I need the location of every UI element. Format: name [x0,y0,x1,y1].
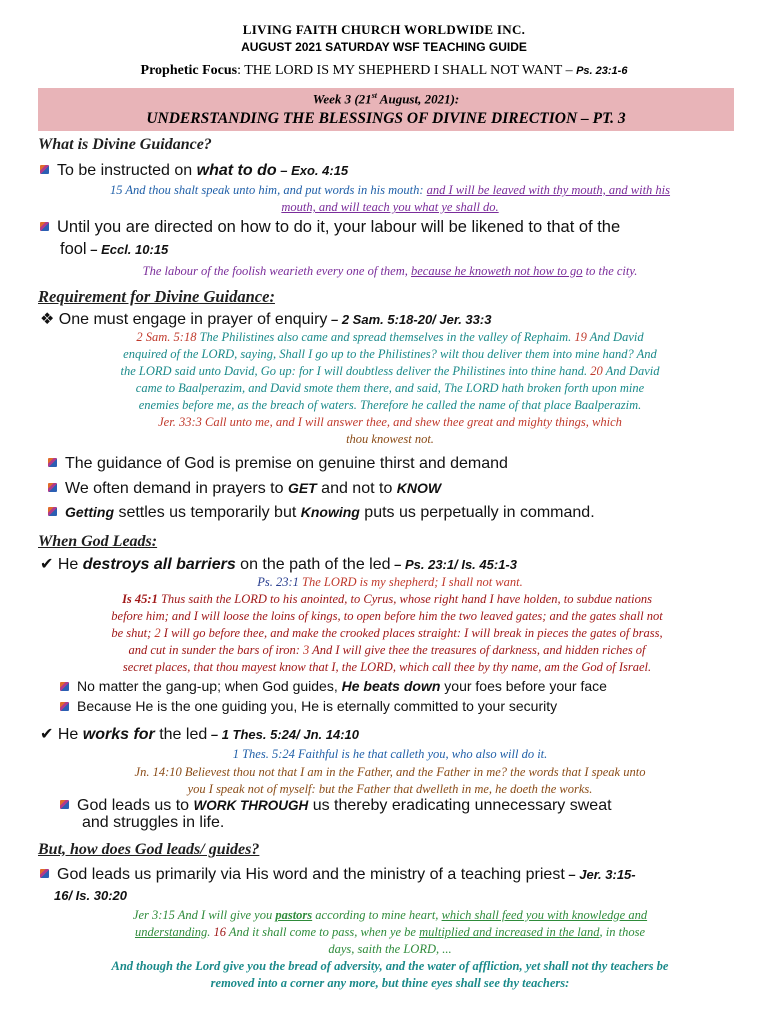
check-destroys-barriers: ✔ He destroys all barriers on the path of the led – Ps. 23:1/ Is. 45:1-3 [40,556,517,573]
week-banner [38,88,734,131]
check-works-for: ✔ He works for the led – 1 Thes. 5:24/ Jn. 14:10 [40,726,359,743]
focus-label: Prophetic Focus [140,63,238,78]
verse-2-sam-5-18: 2 Sam. 5:18 The Philistines also came and spread themselves in the valley of Rephaim. 19 And David enquired of the LORD, saying, Shall I go up to the Philistines? wilt thou deliver them into mine hand? And the LORD said unto David, Go up: for I will doubtless deliver the Philistines into thine hand. 20 And David came to Baalperazim, and David smote them there, and said, The LORD hath broken forth upon mine enemies before me, as the breach of waters. Therefore he called the name of that place Baalperazim. Jer. 33:3 Call unto me, and I will answer thee, and shew thee great and mighty things, which thou knowest not. [120,330,660,446]
bullet-prayer-enquiry: ❖ One must engage in prayer of enquiry – 2 Sam. 5:18-20/ Jer. 33:3 [40,311,492,328]
bullet-icon [48,483,57,492]
bullet-icon [60,702,69,711]
bullet-word-ministry: God leads us primarily via His word and the ministry of a teaching priest – Jer. 3:15- 16/ Is. 30:20 [40,864,760,906]
verse-is-45-1: Is 45:1 Thus saith the LORD to his anointed, to Cyrus, whose right hand I have holden, to subdue nations before him; and I will loose the loins of kings, to open before him the two leaved gates; and the gates shall not be shut; 2 I will go before thee, and make the crooked places straight: I will break in pieces the gates of brass, and cut in sunder the bars of iron: 3 And I will give thee the treasures of darkness, and hidden riches of secret places, that thou mayest know that I, the LORD, which call thee by thy name, am the God of Israel. [111,592,663,674]
heading-when-god-leads: When God Leads: [38,533,158,550]
bullet-get-know: We often demand in prayers to GET and not to KNOW [48,480,441,498]
bullet-icon [60,800,69,809]
sub-committed: Because He is the one guiding you, He is eternally committed to your security [60,698,557,714]
org-title: LIVING FAITH CHURCH WORLDWIDE INC. [242,22,526,37]
verse-exo-4-15: 15 And thou shalt speak unto him, and put words in his mouth: and I will be leaved with thy mouth, and with his mouth, and will teach you what ye shall do. [109,183,671,214]
lesson-title: UNDERSTANDING THE BLESSINGS OF DIVINE DIRECTION – PT. 3 [146,110,626,127]
guide-subtitle: AUGUST 2021 SATURDAY WSF TEACHING GUIDE [241,40,527,54]
focus-ref: Ps. 23:1-6 [576,65,628,77]
heading-how-does-god-lead: But, how does God leads/ guides? [38,841,260,858]
heading-what-is-divine-guidance: What is Divine Guidance? [38,136,212,153]
sub-work-through: God leads us to WORK THROUGH us thereby eradicating unnecessary sweat and struggles in life. [60,797,740,831]
bullet-icon [60,682,69,691]
bullet-labour: Until you are directed on how to do it, your labour will be likened to that of the fool – Eccl. 10:15 [40,216,740,261]
bullet-getting-knowing: Getting settles us temporarily but Knowing puts us perpetually in command. [48,504,595,522]
bullet-icon [48,458,57,467]
week-label: Week 3 (21st August, 2021): [312,91,460,107]
verse-eccl-10-15: The labour of the foolish wearieth every one of them, because he knoweth not how to go to the city. [142,264,638,278]
check-icon: ✔ [40,726,54,743]
sub-gang-up: No matter the gang-up; when God guides, He beats down your foes before your face [60,678,607,694]
heading-requirement: Requirement for Divine Guidance: [38,287,275,306]
bullet-icon [48,507,57,516]
bullet-icon [40,869,49,878]
check-icon: ✔ [40,556,54,573]
bullet-instructed: To be instructed on what to do – Exo. 4:15 [40,161,348,181]
verse-jer-3-15: Jer 3:15 And I will give you pastors according to mine heart, which shall feed you with knowledge and understanding. 16 And it shall come to pass, when ye be multiplied and increased in the land, in those days, saith the LORD, ... [132,908,648,956]
verse-ps-23-1: Ps. 23:1 The LORD is my shepherd; I shall not want. [257,575,523,589]
verse-1-thes-5-24: 1 Thes. 5:24 Faithful is he that calleth you, who also will do it. [232,747,548,761]
verse-is-30-20: And though the Lord give you the bread of adversity, and the water of affliction, yet shall not thy teachers be removed into a corner any more, but thine eyes shall see thy teachers: [111,959,669,990]
verse-jn-14-10: Jn. 14:10 Believest thou not that I am in the Father, and the Father in me? the words that I speak unto you I speak not of myself: but the Father that dwelleth in me, he doeth the works. [134,765,646,796]
bullet-thirst-demand: The guidance of God is premise on genuine thirst and demand [48,455,508,473]
focus-text: THE LORD IS MY SHEPHERD I SHALL NOT WANT [244,63,563,78]
prophetic-focus: Prophetic Focus: THE LORD IS MY SHEPHERD I SHALL NOT WANT – Ps. 23:1-6 [140,63,628,78]
bullet-icon [40,165,49,174]
bullet-icon [40,222,49,231]
